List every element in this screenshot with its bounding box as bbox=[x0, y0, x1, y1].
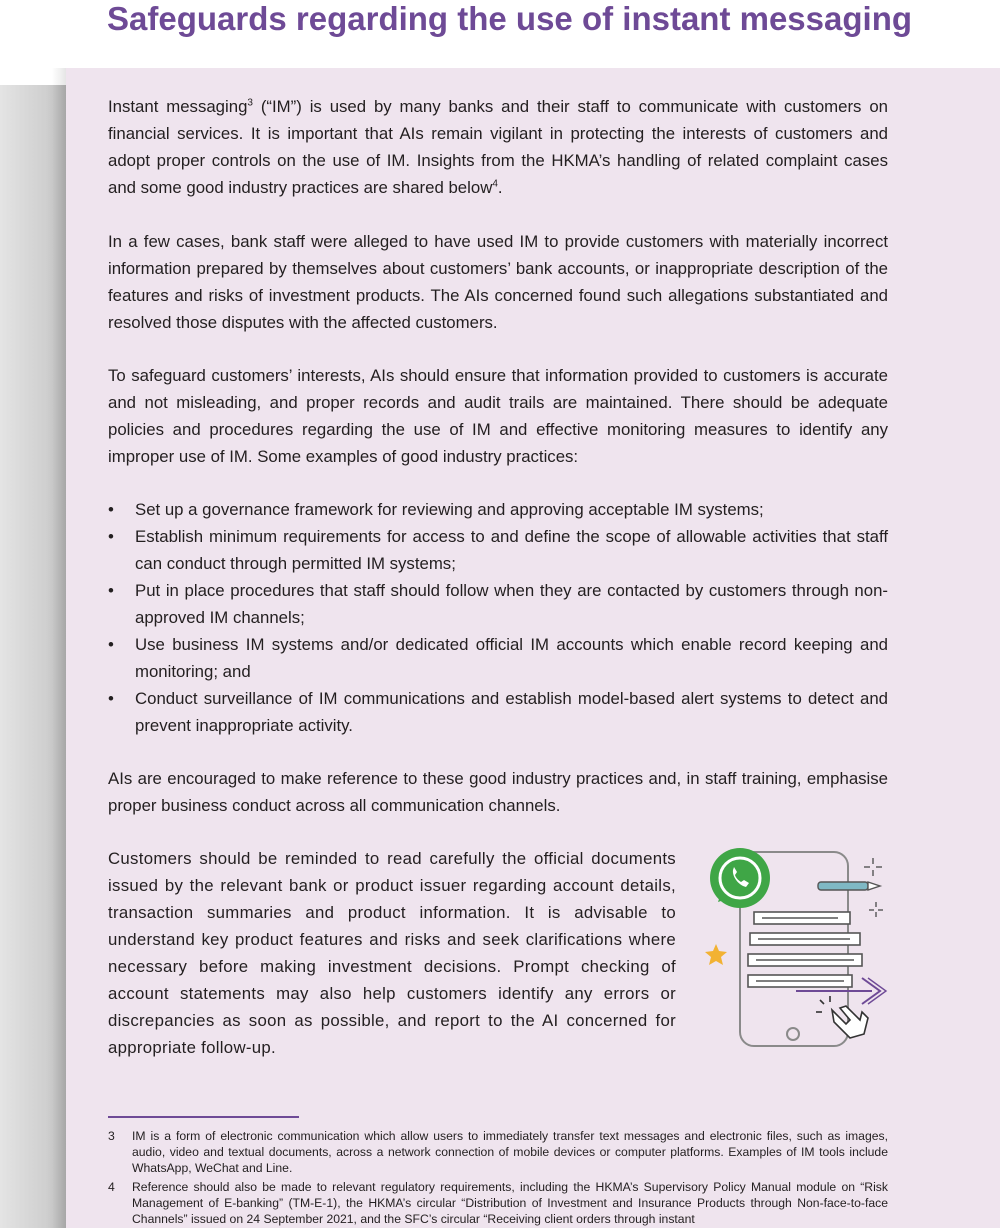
page-edge-shadow bbox=[52, 68, 66, 1228]
whatsapp-icon bbox=[710, 848, 770, 908]
footnote-ref-3: 3 bbox=[247, 97, 253, 109]
paragraph-cases: In a few cases, bank staff were alleged to have used IM to provide customers with materially incorrect information prepared by themselves about customers’ bank accounts, or inappropriate description of the features and risks of investment products. The AIs concerned found such allegations substantiated and resolved those disputes with the affected customers. bbox=[108, 232, 888, 332]
list-item-text: Put in place procedures that staff should follow when they are contacted by customers through non-approved IM channels; bbox=[135, 581, 888, 627]
tap-hand-icon bbox=[816, 996, 868, 1038]
list-item-text: Use business IM systems and/or dedicated official IM accounts which enable record keeping and monitoring; and bbox=[135, 635, 888, 681]
list-item bbox=[108, 685, 888, 739]
star-icon bbox=[705, 944, 727, 965]
bullet-icon: • bbox=[108, 635, 114, 654]
paragraph-safeguard: To safeguard customers’ interests, AIs should ensure that information provided to customers is accurate and not misleading, and proper records and audit trails are maintained. There should be adequate policies and procedures regarding the use of IM and effective monitoring measures to identify any improper use of IM. Some examples of good industry practices: bbox=[108, 366, 888, 466]
page-title: Safeguards regarding the use of instant messaging bbox=[107, 0, 913, 37]
pen-icon bbox=[818, 882, 880, 890]
list-item-text: Establish minimum requirements for access to and define the scope of allowable activities that staff can conduct through permitted IM systems; bbox=[135, 527, 888, 573]
paragraph-intro-text-b: (“IM”) is used by many banks and their staff to communicate with customers on financial services. It is important that AIs remain vigilant in protecting the interests of customers and adopt proper controls on the use of IM. Insights from the HKMA’s handling of related complaint cases and some good industry practices are shared below bbox=[108, 97, 888, 197]
bullet-icon: • bbox=[108, 500, 114, 519]
footnote-3 bbox=[108, 1128, 888, 1176]
footnote-divider bbox=[108, 1116, 299, 1118]
footnote-text: Reference should also be made to relevant regulatory requirements, including the HKMA’s Supervisory Policy Manual module on “Risk Management of E-banking” (TM-E-1), the HKMA’s circular “Distribution of Investment and Insurance Products through Non-face-to-face Channels” issued on 24 September 2021, and the SFC’s circular “Receiving client orders through instant bbox=[132, 1180, 888, 1226]
instant-messaging-illustration bbox=[700, 840, 890, 1055]
bullet-icon: • bbox=[108, 581, 114, 600]
list-item-text: Conduct surveillance of IM communications and establish model-based alert systems to detect and prevent inappropriate activity. bbox=[135, 689, 888, 735]
good-practices-list bbox=[108, 496, 888, 739]
footnote-text: IM is a form of electronic communication which allow users to immediately transfer text messages and electronic files, such as images, audio, video and textual documents, across a network connection of mobile devices or computer platforms. Examples of IM tools include WhatsApp, WeChat and Line. bbox=[132, 1129, 888, 1175]
bullet-icon: • bbox=[108, 527, 114, 546]
list-item bbox=[108, 631, 888, 685]
list-item-text: Set up a governance framework for reviewing and approving acceptable IM systems; bbox=[135, 500, 764, 519]
list-item bbox=[108, 523, 888, 577]
list-item bbox=[108, 577, 888, 631]
footnote-number: 3 bbox=[108, 1129, 115, 1143]
paragraph-intro-text-c: . bbox=[497, 178, 503, 197]
paragraph-intro bbox=[108, 93, 888, 201]
paragraph-encourage: AIs are encouraged to make reference to these good industry practices and, in staff training, emphasise proper business conduct across all communication channels. bbox=[108, 769, 888, 815]
footnote-ref-4: 4 bbox=[492, 178, 498, 190]
paragraph-intro-text-a: Instant messaging bbox=[108, 97, 248, 116]
list-item bbox=[108, 496, 888, 523]
paragraph-customers: Customers should be reminded to read carefully the official documents issued by the relevant bank or product issuer regarding account details, transaction summaries and product information. It is advisable to understand key product features and risks and seek clarifications where necessary before making investment decisions. Prompt checking of account statements may also help customers identify any errors or discrepancies as soon as possible, and report to the AI concerned for appropriate follow-up. bbox=[108, 849, 676, 1057]
footnote-number: 4 bbox=[108, 1180, 115, 1194]
message-lines bbox=[748, 912, 862, 987]
footnote-4 bbox=[108, 1179, 888, 1227]
bullet-icon: • bbox=[108, 689, 114, 708]
